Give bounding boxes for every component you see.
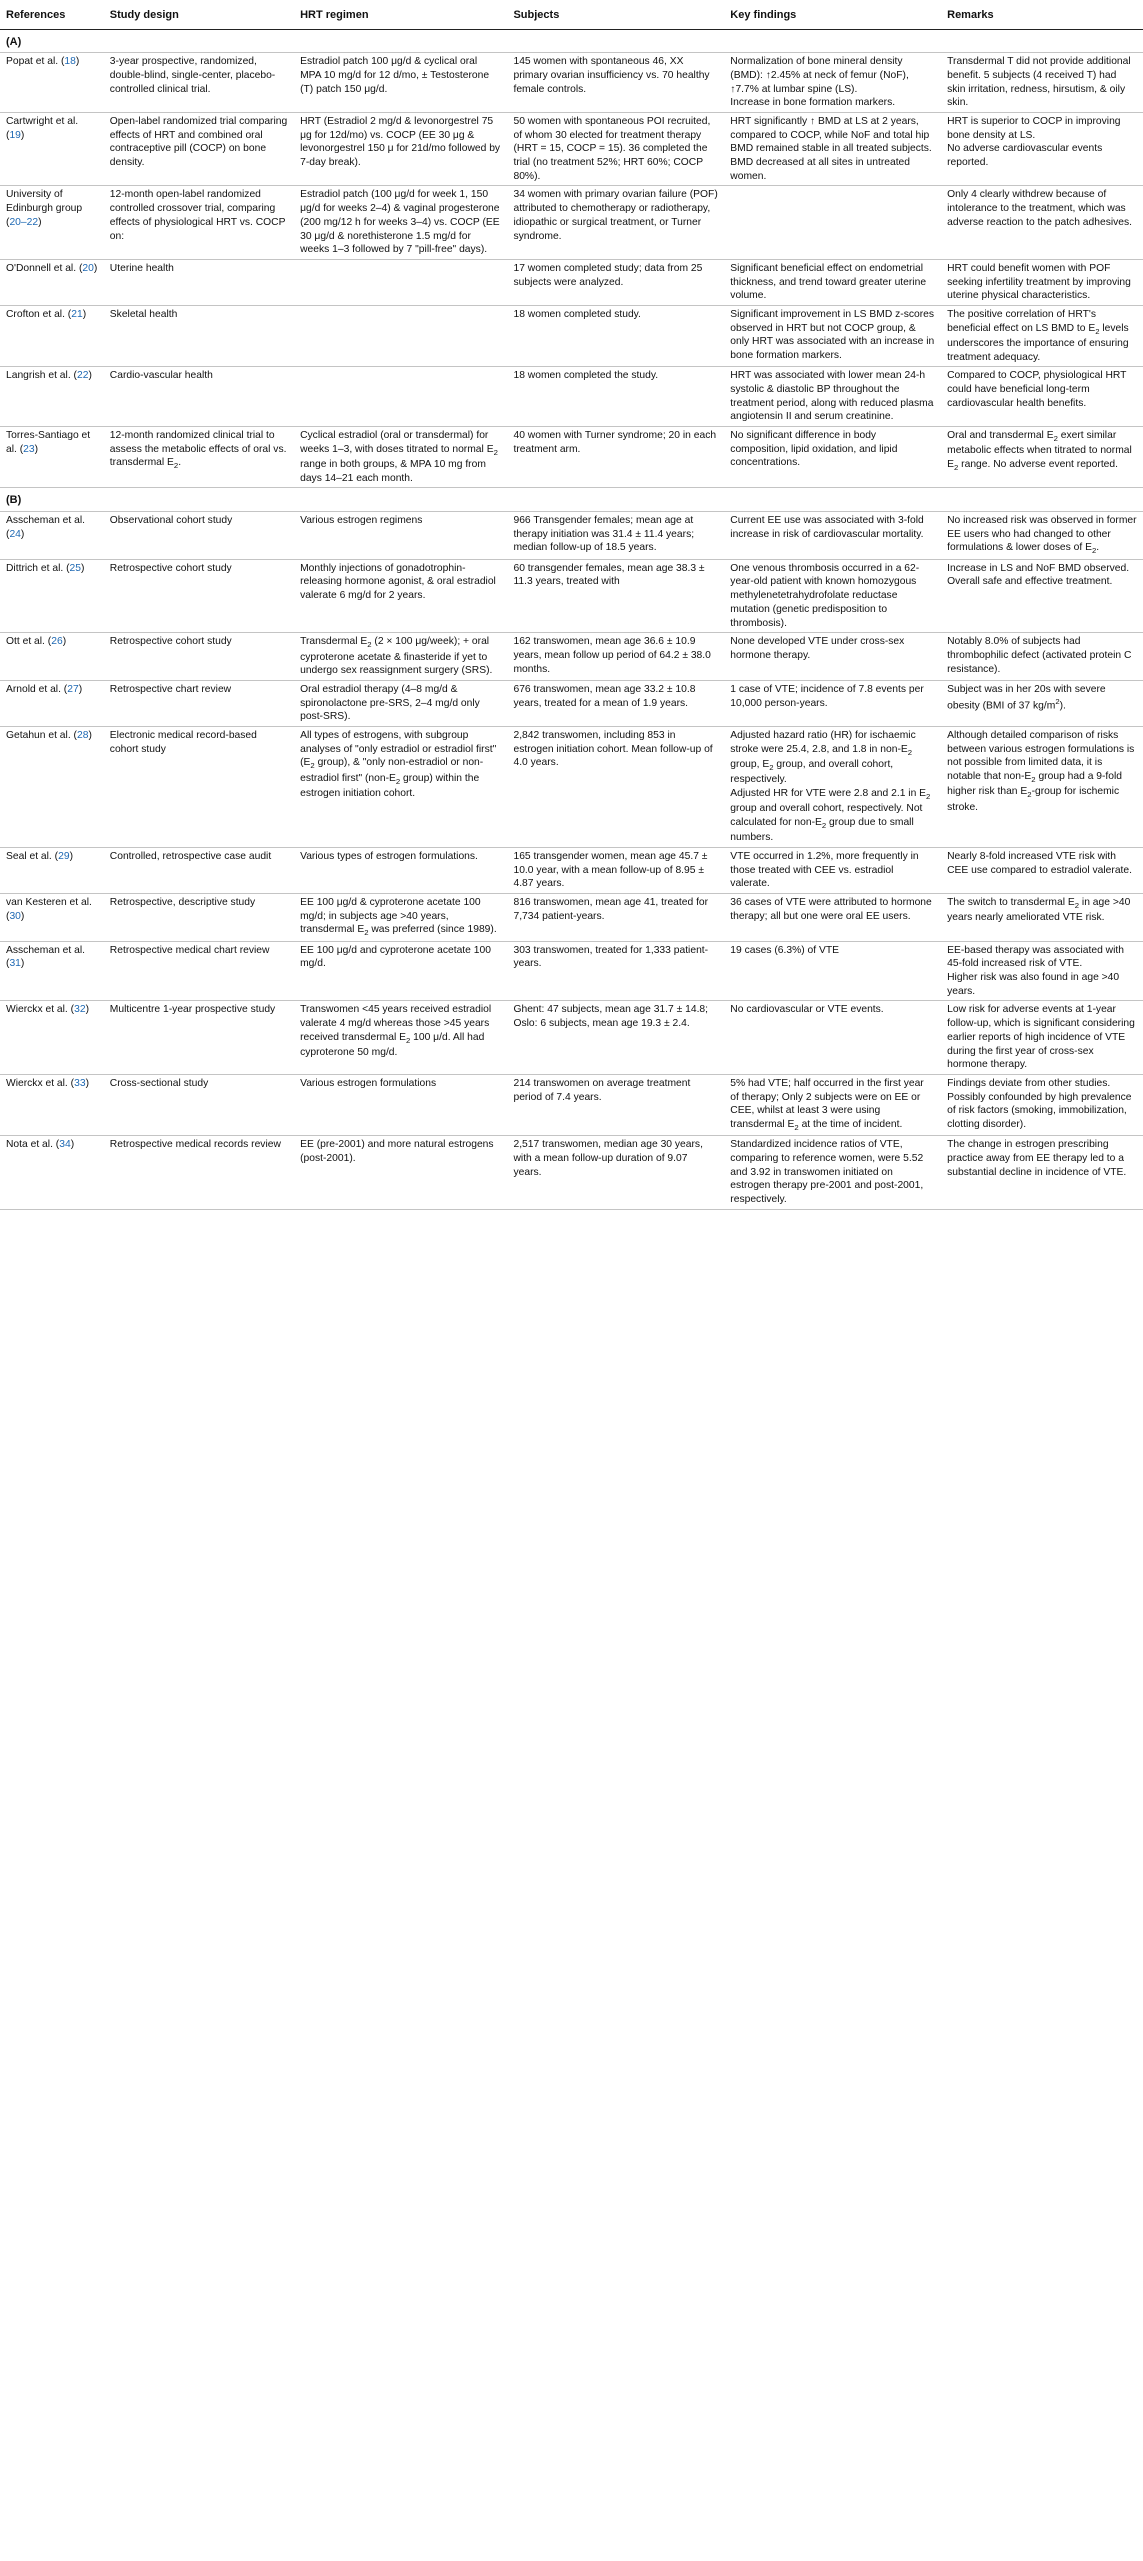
hrt-regimen-cell: Estradiol patch (100 μg/d for week 1, 150 μg/d for weeks 2–4) & vaginal progesterone (200 mg/12 h for weeks 3–4) vs. COCP (EE 30 μg/d & norethisterone 1.5 mg/d for weeks 1–3 followed by 7 "pill-free" days).: [294, 186, 507, 259]
reference-cell: Wierckx et al. (33): [0, 1074, 104, 1135]
table-row: [0, 305, 1143, 366]
header-hrt-regimen: HRT regimen: [294, 4, 507, 29]
reference-cell: Nota et al. (34): [0, 1136, 104, 1209]
reference-cell: Langrish et al. (22): [0, 367, 104, 427]
table-row: [0, 559, 1143, 632]
study-design-cell: 12-month open-label randomized controlled crossover trial, comparing effects of physiological HRT vs. COCP on:: [104, 186, 294, 259]
study-design-cell: Retrospective, descriptive study: [104, 894, 294, 942]
reference-link[interactable]: 29: [58, 850, 70, 862]
table-row: [0, 1001, 1143, 1074]
table-row: [0, 726, 1143, 847]
hrt-regimen-cell: EE (pre-2001) and more natural estrogens (post-2001).: [294, 1136, 507, 1209]
key-findings-cell: 36 cases of VTE were attributed to hormone therapy; all but one were oral EE users.: [724, 894, 941, 942]
table-row: [0, 367, 1143, 427]
subjects-cell: 303 transwomen, treated for 1,333 patient-years.: [507, 941, 724, 1001]
key-findings-cell: 5% had VTE; half occurred in the first year of therapy; Only 2 subjects were on EE or CEE, whilst at least 3 were using transdermal $E_2$ at the time of incident.: [724, 1074, 941, 1135]
study-design-cell: Skeletal health: [104, 305, 294, 366]
subjects-cell: 2,842 transwomen, including 853 in estrogen initiation cohort. Mean follow-up of 4.0 years.: [507, 726, 724, 847]
table-row: [0, 512, 1143, 560]
study-design-cell: Electronic medical record-based cohort study: [104, 726, 294, 847]
study-design-cell: 3-year prospective, randomized, double-blind, single-center, placebo-controlled clinical trial.: [104, 53, 294, 113]
key-findings-cell: No cardiovascular or VTE events.: [724, 1001, 941, 1074]
reference-link[interactable]: 32: [74, 1004, 86, 1016]
section-row: [0, 488, 1143, 512]
reference-cell: Arnold et al. (27): [0, 680, 104, 726]
table-row: [0, 1136, 1143, 1209]
subjects-cell: 145 women with spontaneous 46, XX primary ovarian insufficiency vs. 70 healthy female controls.: [507, 53, 724, 113]
reference-link[interactable]: 30: [9, 910, 21, 922]
remarks-cell: Only 4 clearly withdrew because of intolerance to the treatment, which was adverse reaction to the patch adhesives.: [941, 186, 1143, 259]
reference-cell: Asscheman et al. (31): [0, 941, 104, 1001]
subjects-cell: 816 transwomen, mean age 41, treated for 7,734 patient-years.: [507, 894, 724, 942]
key-findings-cell: Standardized incidence ratios of VTE, comparing to reference women, were 5.52 and 3.92 in transwomen initiated on estrogen therapy pre-2001 and post-2001, respectively.: [724, 1136, 941, 1209]
reference-link[interactable]: 24: [9, 528, 21, 540]
reference-cell: Dittrich et al. (25): [0, 559, 104, 632]
key-findings-cell: 19 cases (6.3%) of VTE: [724, 941, 941, 1001]
reference-link[interactable]: 26: [51, 636, 63, 648]
study-design-cell: Multicentre 1-year prospective study: [104, 1001, 294, 1074]
key-findings-cell: VTE occurred in 1.2%, more frequently in those treated with CEE vs. estradiol valerate.: [724, 847, 941, 893]
study-design-cell: Retrospective medical records review: [104, 1136, 294, 1209]
table-row: [0, 259, 1143, 305]
document-page: [0, 0, 1143, 1210]
study-design-cell: Cardio-vascular health: [104, 367, 294, 427]
remarks-cell: HRT is superior to COCP in improving bone density at LS. No adverse cardiovascular events reported.: [941, 113, 1143, 186]
table-row: [0, 113, 1143, 186]
table-header: [0, 4, 1143, 29]
hrt-studies-table: [0, 4, 1143, 1210]
subjects-cell: 60 transgender females, mean age 38.3 ± 11.3 years, treated with: [507, 559, 724, 632]
remarks-cell: The switch to transdermal $E_2$ in age >40 years nearly ameliorated VTE risk.: [941, 894, 1143, 942]
header-key-findings: Key findings: [724, 4, 941, 29]
reference-link[interactable]: 31: [9, 958, 21, 970]
key-findings-cell: None developed VTE under cross-sex hormone therapy.: [724, 633, 941, 681]
reference-cell: Getahun et al. (28): [0, 726, 104, 847]
subjects-cell: 162 transwomen, mean age 36.6 ± 10.9 years, mean follow up period of 64.2 ± 38.0 months.: [507, 633, 724, 681]
table-row: [0, 941, 1143, 1001]
hrt-regimen-cell: EE 100 μg/d & cyproterone acetate 100 mg/d; in subjects age >40 years, transdermal $E_2$ was preferred (since 1989).: [294, 894, 507, 942]
key-findings-cell: One venous thrombosis occurred in a 62-year-old patient with known homozygous methylenetetrahydrofolate reductase mutation (genetic predisposition to thrombosis).: [724, 559, 941, 632]
hrt-regimen-cell: Estradiol patch 100 μg/d & cyclical oral MPA 10 mg/d for 12 d/mo, ± Testosterone (T) patch 150 μg/d.: [294, 53, 507, 113]
table-row: [0, 186, 1143, 259]
reference-link[interactable]: 21: [71, 308, 83, 320]
key-findings-cell: Significant improvement in LS BMD z-scores observed in HRT but not COCP group, & only HRT was associated with an increase in bone formation markers.: [724, 305, 941, 366]
remarks-cell: Subject was in her 20s with severe obesity (BMI of 37 $kg/m^2$).: [941, 680, 1143, 726]
hrt-regimen-cell: [294, 259, 507, 305]
subjects-cell: 2,517 transwomen, median age 30 years, with a mean follow-up duration of 9.07 years.: [507, 1136, 724, 1209]
section-label: (B): [0, 488, 1143, 512]
subjects-cell: 40 women with Turner syndrome; 20 in each treatment arm.: [507, 427, 724, 488]
table-row: [0, 53, 1143, 113]
study-design-cell: Uterine health: [104, 259, 294, 305]
reference-link[interactable]: 18: [64, 56, 76, 68]
reference-link[interactable]: 20: [82, 262, 94, 274]
subjects-cell: 165 transgender women, mean age 45.7 ± 10.0 year, with a mean follow-up of 8.95 ± 4.87 years.: [507, 847, 724, 893]
study-design-cell: Controlled, retrospective case audit: [104, 847, 294, 893]
reference-link[interactable]: 27: [67, 683, 79, 695]
section-label: (A): [0, 29, 1143, 53]
remarks-cell: Although detailed comparison of risks between various estrogen formulations is not possible from limited data, it is notable that non-$E_2$ group had a 9-fold higher risk than $E_2$-group for ischemic stroke.: [941, 726, 1143, 847]
reference-cell: van Kesteren et al. (30): [0, 894, 104, 942]
reference-cell: Seal et al. (29): [0, 847, 104, 893]
hrt-regimen-cell: Monthly injections of gonadotrophin-releasing hormone agonist, & oral estradiol valerate 6 mg/d for 2 years.: [294, 559, 507, 632]
remarks-cell: Compared to COCP, physiological HRT could have beneficial long-term cardiovascular health benefits.: [941, 367, 1143, 427]
section-row: [0, 29, 1143, 53]
subjects-cell: 966 Transgender females; mean age at therapy initiation was 31.4 ± 11.4 years; median follow-up of 18.5 years.: [507, 512, 724, 560]
remarks-cell: Oral and transdermal $E_2$ exert similar metabolic effects when titrated to normal $E_2$ range. No adverse event reported.: [941, 427, 1143, 488]
reference-link[interactable]: 19: [9, 129, 21, 141]
reference-link[interactable]: 28: [76, 729, 89, 741]
table-body: [0, 29, 1143, 1209]
header-row: [0, 4, 1143, 29]
study-design-cell: Retrospective cohort study: [104, 559, 294, 632]
reference-cell: Asscheman et al. (24): [0, 512, 104, 560]
hrt-regimen-cell: Oral estradiol therapy (4–8 mg/d & spironolactone pre-SRS, 2–4 mg/d only post-SRS).: [294, 680, 507, 726]
table-row: [0, 1074, 1143, 1135]
reference-cell: O'Donnell et al. (20): [0, 259, 104, 305]
hrt-regimen-cell: All types of estrogens, with subgroup analyses of "only estradiol or estradiol first" ($E_2$ group), & "only non-estradiol or non-estradiol first" ($non-E_2$ group) within the estrogen initiation cohort.: [294, 726, 507, 847]
reference-link[interactable]: 22: [76, 370, 89, 382]
hrt-regimen-cell: Cyclical estradiol (oral or transdermal) for weeks 1–3, with doses titrated to normal $E_2$ range in both groups, & MPA 10 mg from days 14–21 each month.: [294, 427, 507, 488]
table-row: [0, 633, 1143, 681]
reference-cell: Crofton et al. (21): [0, 305, 104, 366]
study-design-cell: 12-month randomized clinical trial to assess the metabolic effects of oral vs. transdermal $E_2$.: [104, 427, 294, 488]
remarks-cell: Notably 8.0% of subjects had thrombophilic defect (activated protein C resistance).: [941, 633, 1143, 681]
table-row: [0, 894, 1143, 942]
study-design-cell: Open-label randomized trial comparing effects of HRT and combined oral contraceptive pill (COCP) on bone density.: [104, 113, 294, 186]
remarks-cell: Increase in LS and NoF BMD observed. Overall safe and effective treatment.: [941, 559, 1143, 632]
subjects-cell: 214 transwomen on average treatment period of 7.4 years.: [507, 1074, 724, 1135]
remarks-cell: Findings deviate from other studies. Possibly confounded by high prevalence of risk factors (smoking, immobilization, clotting disorder).: [941, 1074, 1143, 1135]
header-references: References: [0, 4, 104, 29]
header-remarks: Remarks: [941, 4, 1143, 29]
remarks-cell: EE-based therapy was associated with 45-fold increased risk of VTE. Higher risk was also found in age >40 years.: [941, 941, 1143, 1001]
remarks-cell: Transdermal T did not provide additional benefit. 5 subjects (4 received T) had skin irritation, redness, hirsutism, & oily skin.: [941, 53, 1143, 113]
reference-cell: Torres-Santiago et al. (23): [0, 427, 104, 488]
remarks-cell: HRT could benefit women with POF seeking infertility treatment by improving uterine physical characteristics.: [941, 259, 1143, 305]
hrt-regimen-cell: Various estrogen formulations: [294, 1074, 507, 1135]
table-row: [0, 680, 1143, 726]
reference-link[interactable]: 23: [23, 443, 35, 455]
subjects-cell: 17 women completed study; data from 25 subjects were analyzed.: [507, 259, 724, 305]
subjects-cell: 18 women completed study.: [507, 305, 724, 366]
reference-link[interactable]: 20–22: [9, 216, 39, 228]
remarks-cell: No increased risk was observed in former EE users who had changed to other formulations & lower doses of $E_2$.: [941, 512, 1143, 560]
header-study-design: Study design: [104, 4, 294, 29]
table-row: [0, 427, 1143, 488]
subjects-cell: 50 women with spontaneous POI recruited, of whom 30 elected for treatment therapy (HRT = 15, COCP = 15). 36 completed the trial (no treatment 52%; HRT 60%; COCP 80%).: [507, 113, 724, 186]
key-findings-cell: No significant difference in body composition, lipid oxidation, and lipid concentrations.: [724, 427, 941, 488]
key-findings-cell: HRT was associated with lower mean 24-h systolic & diastolic BP throughout the treatment period, along with reduced plasma angiotensin II and serum creatinine.: [724, 367, 941, 427]
reference-cell: Ott et al. (26): [0, 633, 104, 681]
reference-link[interactable]: 34: [59, 1139, 71, 1151]
subjects-cell: 676 transwomen, mean age 33.2 ± 10.8 years, treated for a mean of 1.9 years.: [507, 680, 724, 726]
study-design-cell: Retrospective medical chart review: [104, 941, 294, 1001]
table-row: [0, 847, 1143, 893]
remarks-cell: Low risk for adverse events at 1-year follow-up, which is significant considering earlier reports of high incidence of VTE during the first year of cross-sex hormone therapy.: [941, 1001, 1143, 1074]
hrt-regimen-cell: Transdermal $E_2$ (2 × 100 μg/week); + oral cyproterone acetate & finasteride if yet to undergo sex reassignment surgery (SRS).: [294, 633, 507, 681]
key-findings-cell: Adjusted hazard ratio (HR) for ischaemic stroke were 25.4, 2.8, and 1.8 in non-$E_2$ group, $E_2$ group, and overall cohort, respectively. Adjusted HR for VTE were 2.8 and 2.1 in $E_2$ group and overall cohort, respectively. Not calculated for non-$E_2$ group due to small numbers.: [724, 726, 941, 847]
hrt-regimen-cell: Various types of estrogen formulations.: [294, 847, 507, 893]
key-findings-cell: Current EE use was associated with 3-fold increase in risk of cardiovascular mortality.: [724, 512, 941, 560]
hrt-regimen-cell: Various estrogen regimens: [294, 512, 507, 560]
key-findings-cell: Normalization of bone mineral density (BMD): ↑2.45% at neck of femur (NoF), ↑7.7% at lumbar spine (LS). Increase in bone formation markers.: [724, 53, 941, 113]
header-subjects: Subjects: [507, 4, 724, 29]
reference-link[interactable]: 25: [69, 562, 81, 574]
hrt-regimen-cell: HRT (Estradiol 2 mg/d & levonorgestrel 75 μg for 12d/mo) vs. COCP (EE 30 μg & levonorgestrel 150 μ for 21d/mo followed by 7-day break).: [294, 113, 507, 186]
key-findings-cell: 1 case of VTE; incidence of 7.8 events per 10,000 person-years.: [724, 680, 941, 726]
study-design-cell: Observational cohort study: [104, 512, 294, 560]
study-design-cell: Retrospective cohort study: [104, 633, 294, 681]
reference-cell: Wierckx et al. (32): [0, 1001, 104, 1074]
key-findings-cell: HRT significantly ↑ BMD at LS at 2 years, compared to COCP, while NoF and total hip BMD remained stable in all treated subjects. BMD decreased at all sites in untreated women.: [724, 113, 941, 186]
remarks-cell: Nearly 8-fold increased VTE risk with CEE use compared to estradiol valerate.: [941, 847, 1143, 893]
subjects-cell: 34 women with primary ovarian failure (POF) attributed to chemotherapy or radiotherapy, idiopathic or surgical treatment, or Turner syndrome.: [507, 186, 724, 259]
hrt-regimen-cell: Transwomen <45 years received estradiol valerate 4 mg/d whereas those >45 years received transdermal $E_2$ 100 μ/d. All had cyproterone 50 mg/d.: [294, 1001, 507, 1074]
hrt-regimen-cell: [294, 305, 507, 366]
reference-link[interactable]: 33: [74, 1077, 86, 1089]
study-design-cell: Cross-sectional study: [104, 1074, 294, 1135]
key-findings-cell: Significant beneficial effect on endometrial thickness, and trend toward greater uterine volume.: [724, 259, 941, 305]
reference-cell: Cartwright et al. (19): [0, 113, 104, 186]
subjects-cell: 18 women completed the study.: [507, 367, 724, 427]
study-design-cell: Retrospective chart review: [104, 680, 294, 726]
remarks-cell: The positive correlation of HRT's beneficial effect on LS BMD to $E_2$ levels underscores the importance of ensuring treatment adequacy.: [941, 305, 1143, 366]
key-findings-cell: [724, 186, 941, 259]
hrt-regimen-cell: EE 100 μg/d and cyproterone acetate 100 mg/d.: [294, 941, 507, 1001]
reference-cell: Popat et al. (18): [0, 53, 104, 113]
hrt-regimen-cell: [294, 367, 507, 427]
subjects-cell: Ghent: 47 subjects, mean age 31.7 ± 14.8; Oslo: 6 subjects, mean age 19.3 ± 2.4.: [507, 1001, 724, 1074]
reference-cell: University of Edinburgh group (20–22): [0, 186, 104, 259]
remarks-cell: The change in estrogen prescribing practice away from EE therapy led to a substantial decline in incidence of VTE.: [941, 1136, 1143, 1209]
